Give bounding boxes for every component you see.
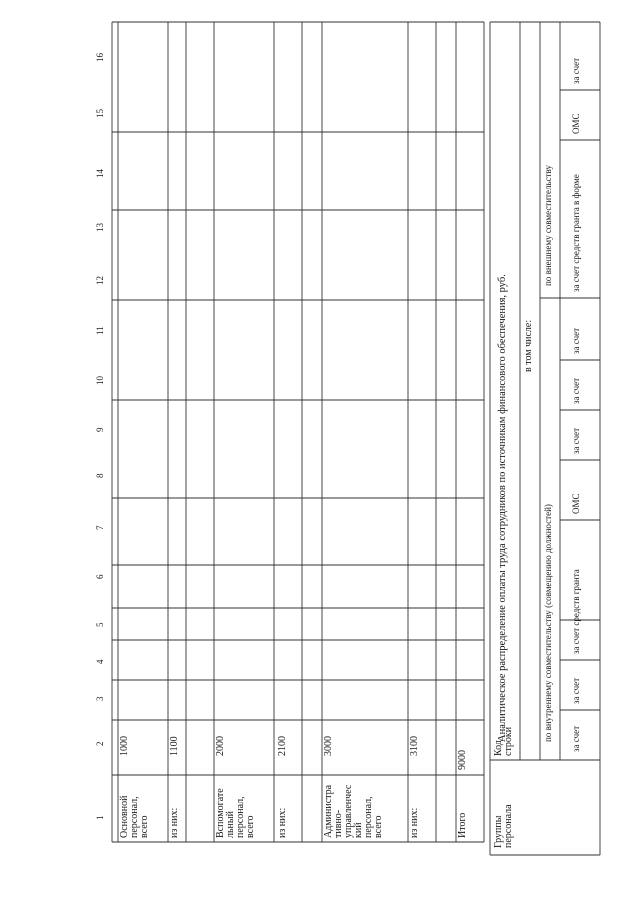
header-title: Аналитическое распределение оплаты труда сотрудников по источникам финансового обеспечения, руб. bbox=[497, 274, 508, 742]
sub-external-3: ОМС bbox=[571, 113, 581, 134]
col-number-9: 9 bbox=[95, 427, 105, 432]
sub-internal-5: за счет bbox=[571, 427, 581, 454]
col-number-10: 10 bbox=[95, 376, 105, 385]
row-code-1000: 1000 bbox=[119, 736, 130, 756]
sub-internal-2: за счет bbox=[571, 677, 581, 704]
row-code-9000: 9000 bbox=[457, 750, 468, 770]
row-group-aux-sub: из них: bbox=[277, 807, 288, 838]
col-number-12: 12 bbox=[95, 276, 105, 285]
col-number-4: 4 bbox=[95, 659, 105, 664]
row-code-3000: 3000 bbox=[323, 736, 334, 756]
col-number-15: 15 bbox=[95, 109, 105, 118]
sub-external-2: за счет средств гранта в форме bbox=[571, 174, 581, 292]
header-internal: по внутреннему совместительству (совмещению должностей) bbox=[543, 504, 553, 742]
col-number-5: 5 bbox=[95, 622, 105, 627]
row-code-1100: 1100 bbox=[169, 736, 180, 756]
col-number-14: 14 bbox=[95, 169, 105, 178]
row-group-main-sub: из них: bbox=[169, 807, 180, 838]
sub-internal-4: ОМС bbox=[571, 493, 581, 514]
sub-internal-6: за счет bbox=[571, 377, 581, 404]
col-number-6: 6 bbox=[95, 574, 105, 579]
row-code-2000: 2000 bbox=[215, 736, 226, 756]
row-group-admin: Администра тивно- управленчес кий персонал, всего bbox=[323, 784, 384, 838]
row-group-admin-sub: из них: bbox=[409, 807, 420, 838]
sub-internal-1: за счет bbox=[571, 725, 581, 752]
sub-internal-3: за счет средств гранта bbox=[571, 569, 581, 654]
row-group-aux: Вспомогате льный персонал, всего bbox=[215, 788, 256, 838]
header-group-label: Группы персонала bbox=[493, 804, 514, 848]
sub-external-1: за счет bbox=[571, 327, 581, 354]
col-number-7: 7 bbox=[95, 525, 105, 530]
row-code-2100: 2100 bbox=[277, 736, 288, 756]
row-group-main: Основной персонал, всего bbox=[119, 795, 150, 838]
col-number-8: 8 bbox=[95, 473, 105, 478]
col-number-2: 2 bbox=[95, 741, 105, 746]
col-number-16: 16 bbox=[95, 53, 105, 62]
col-number-3: 3 bbox=[95, 696, 105, 701]
row-code-3100: 3100 bbox=[409, 736, 420, 756]
col-number-13: 13 bbox=[95, 223, 105, 232]
header-code-label: Код строки bbox=[493, 726, 514, 756]
col-number-11: 11 bbox=[95, 326, 105, 335]
col-number-1: 1 bbox=[95, 815, 105, 820]
row-group-total: Итого bbox=[457, 812, 468, 838]
header-external: по внешнему совместительству bbox=[543, 165, 553, 286]
header-in-that-number: в том числе: bbox=[523, 319, 534, 372]
sub-external-4: за счет bbox=[571, 57, 581, 84]
